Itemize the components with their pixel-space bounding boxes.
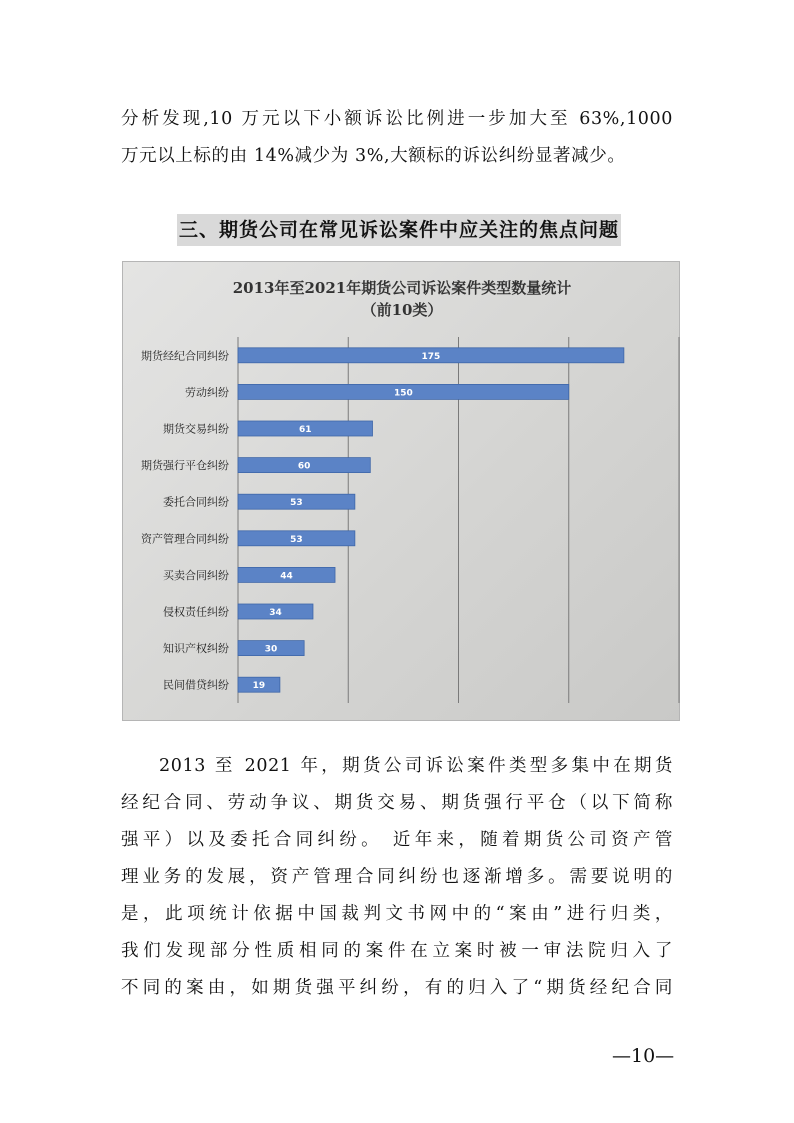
paragraph-2-line-6: 我们发现部分性质相同的案件在立案时被一审法院归入了 — [121, 941, 673, 961]
category-label: 买卖合同纠纷 — [163, 568, 229, 582]
bar-value-label: 19 — [252, 681, 266, 692]
category-label: 委托合同纠纷 — [163, 495, 229, 509]
paragraph-2-line-2: 经纪合同、劳动争议、期货交易、期货强行平仓（以下简称 — [121, 793, 673, 813]
category-label: 侵权责任纠纷 — [163, 605, 229, 619]
category-label: 劳动纠纷 — [185, 385, 229, 399]
chart-subtitle: （前10类） — [361, 301, 443, 319]
chart-svg — [123, 262, 681, 722]
page-number: —10— — [612, 1045, 675, 1067]
bar-value-label: 60 — [297, 461, 311, 472]
category-label: 期货强行平仓纠纷 — [141, 459, 229, 473]
paragraph-2-line-3: 强平）以及委托合同纠纷。 近年来，随着期货公司资产管 — [121, 830, 673, 850]
paragraph-2-line-7: 不同的案由，如期货强平纠纷，有的归入了“期货经纪合同 — [121, 978, 673, 998]
paragraph-2-line-5: 是，此项统计依据中国裁判文书网中的“案由”进行归类， — [121, 904, 673, 924]
chart-title: 2013年至2021年期货公司诉讼案件类型数量统计 — [232, 279, 572, 297]
bar-value-label: 61 — [298, 425, 312, 435]
category-label: 资产管理合同纠纷 — [141, 532, 229, 546]
section-heading: 三、期货公司在常见诉讼案件中应关注的焦点问题 — [177, 214, 621, 246]
bar-value-label: 175 — [421, 351, 441, 362]
category-labels — [141, 348, 229, 691]
bar-value-label: 30 — [264, 644, 278, 655]
category-label: 期货交易纠纷 — [163, 422, 229, 436]
bar-chart — [122, 261, 680, 721]
category-label: 期货经纪合同纠纷 — [141, 349, 229, 363]
category-label: 知识产权纠纷 — [163, 642, 229, 656]
bar-value-label: 44 — [280, 571, 293, 582]
bar-value-label: 150 — [393, 388, 413, 399]
paragraph-2-line-1: 2013 至 2021 年，期货公司诉讼案件类型多集中在期货 — [159, 756, 673, 776]
bar-value-label: 53 — [290, 498, 303, 509]
bar-value-label: 53 — [290, 534, 303, 545]
paragraph-1-line-1: 分析发现,10 万元以下小额诉讼比例进一步加大至 63%,1000 — [121, 109, 673, 129]
paragraph-1-line-2: 万元以上标的由 14%减少为 3%,大额标的诉讼纠纷显著减少。 — [121, 146, 626, 166]
category-label: 民间借贷纠纷 — [163, 678, 229, 692]
bar-series — [238, 348, 624, 692]
bar-value-label: 34 — [269, 608, 282, 618]
paragraph-2-line-4: 理业务的发展，资产管理合同纠纷也逐渐增多。需要说明的 — [121, 867, 673, 887]
